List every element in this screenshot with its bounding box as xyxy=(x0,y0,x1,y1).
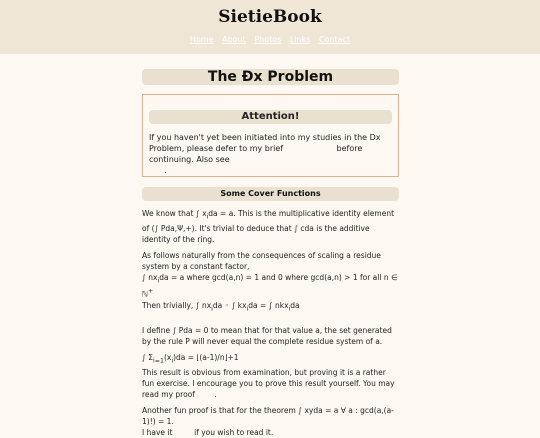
paragraph-theorem: Another fun proof is that for the theorem ∫ xyda = a ∀ a : gcd(a,(a-1)!) = 1. xyxy=(142,405,394,426)
nav-link-photos[interactable]: Photos xyxy=(254,35,282,44)
site-title: SietieBook xyxy=(218,7,322,27)
attention-text-1: If you haven't yet been initiated into my studies in the Dx Problem, please defer to my brief xyxy=(149,133,381,153)
paragraph-scaling: As follows naturally from the consequences of scaling a residue system by a constant factor, xyxy=(142,250,381,271)
nav-link-links[interactable]: Links xyxy=(289,35,311,44)
site-header xyxy=(0,0,540,54)
intro-link[interactable]: introduction xyxy=(285,144,337,153)
page-title: The Đx Problem xyxy=(142,69,399,85)
attention-box xyxy=(142,94,399,177)
paragraph-composition: Then trivially, ∫ $nx_ida$ ◦ ∫ $kx_ida$ = ∫ nkx$_i$da xyxy=(142,300,300,312)
main-content xyxy=(142,208,400,438)
nav-link-contact[interactable]: Contact xyxy=(318,35,351,44)
paragraph-define: I define ∫ Pda = 0 to mean that for that value a, the set generated by the rule P will never equal the complete residue system of a. xyxy=(142,326,392,346)
section-heading-cover-functions: Some Cover Functions xyxy=(142,187,399,201)
read-link[interactable]: here xyxy=(174,427,192,437)
attention-text xyxy=(149,132,392,176)
attention-text-2: before continuing. Also see xyxy=(149,144,363,164)
paragraph-read: I have it here if you wish to read it. xyxy=(142,427,274,437)
see-also-link[interactable] xyxy=(149,166,164,175)
nav-link-home[interactable]: Home xyxy=(189,35,214,44)
paragraph-gcd: ∫ $nx_ida = a$ where gcd(a,n) = 1 and 0 where gcd(a,n) > 1 for all n ∈ ℕ+ xyxy=(142,272,398,299)
nav-link-about[interactable]: About xyxy=(222,35,246,44)
attention-text-3: . xyxy=(164,166,167,175)
formula-sum: ∫ $\Sigma_{i=1}(x_i)da$ = ⌊(a-1)/n⌋+1 xyxy=(142,353,239,365)
paragraph-identity: We know that ∫ $x_ida = a$. This is the multiplicative identity element of (∫ Pda,Ψ,+). It's trivial to deduce that ∫ cda is the additive identity of the ring. xyxy=(142,209,395,244)
nav-bar xyxy=(0,35,540,44)
proof-link[interactable]: here xyxy=(197,389,215,399)
attention-heading: Attention! xyxy=(149,110,392,124)
paragraph-proof: This result is obvious from examination, but proving it is a rather fun exercise. I encourage you to prove this result yourself. You may read my proof here. xyxy=(142,367,395,399)
